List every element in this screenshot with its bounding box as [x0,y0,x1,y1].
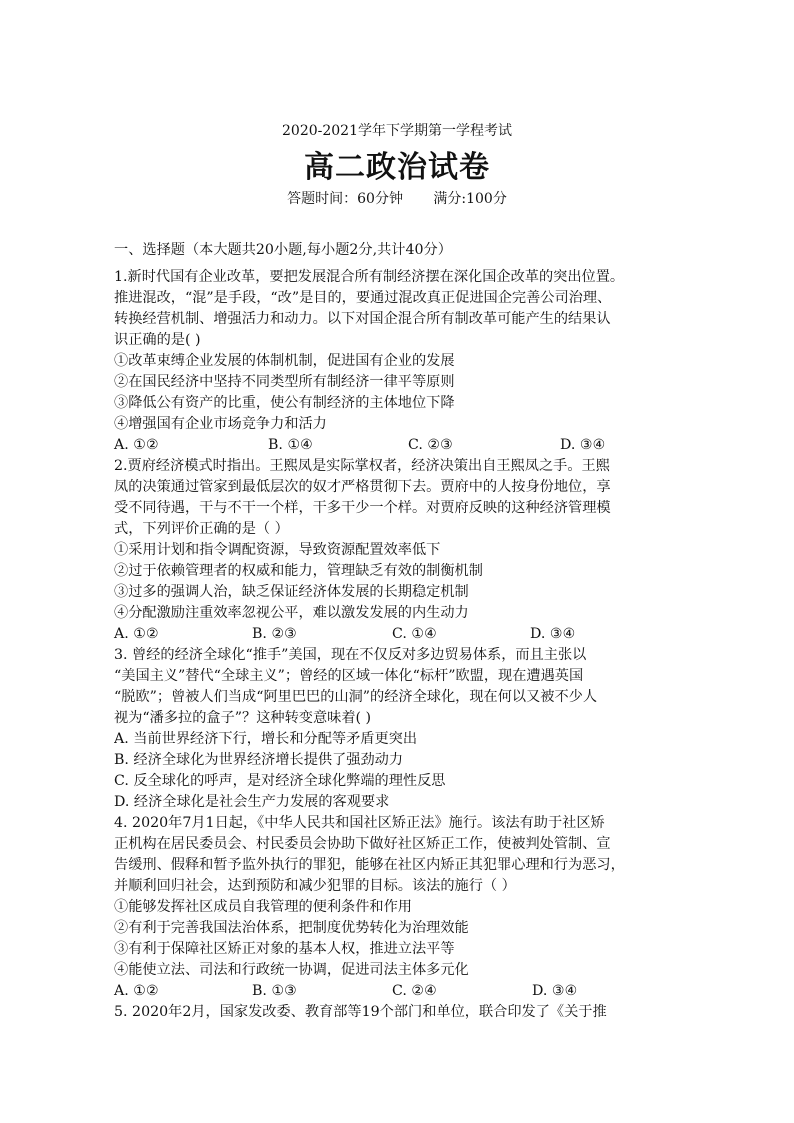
question-3-stem-2: “美国主义”替代“全球主义”；曾经的区域一体化“标杆”欧盟，现在遭遇英国 [114,668,584,684]
question-2-item-3: ③过多的强调人治，缺乏保证经济体发展的长期稳定机制 [114,584,469,600]
question-4-item-2: ②有利于完善我国法治体系，把制度优势转化为治理效能 [114,920,469,936]
question-5-stem-1: 5. 2020年2月，国家发改委、教育部等19个部门和单位，联合印发了《关于推 [114,1004,607,1020]
question-2-item-1: ①采用计划和指令调配资源，导致资源配置效率低下 [114,542,441,558]
exam-score: 满分:100分 [433,191,507,207]
question-4-stem-3: 告缓刑、假释和暂予监外执行的罪犯，能够在社区内矫正其犯罪心理和行为恶习， [114,857,625,873]
question-2-item-4: ④分配激励注重效率忽视公平，难以激发发展的内生动力 [114,605,469,621]
question-1-stem-1: 1.新时代国有企业改革，要把发展混合所有制经济摆在深化国企改革的突出位置。 [114,269,625,285]
option-d: D. ③④ [532,983,578,999]
option-d: D. ③④ [530,626,576,642]
option-d: D. ③④ [560,437,606,453]
option-c: C. ②④ [392,983,437,999]
section-heading: 一、选择题（本大题共20小题,每小题2分,共计40分） [114,242,452,258]
question-3-option-c: C. 反全球化的呼声，是对经济全球化弊端的理性反思 [114,773,446,789]
question-2-item-2: ②过于依赖管理者的权威和能力，管理缺乏有效的制衡机制 [114,563,483,579]
exam-session-label: 2020-2021学年下学期第一学程考试 [282,123,512,139]
question-3-stem-1: 3. 曾经的经济全球化“推手”美国，现在不仅反对多边贸易体系，而且主张以 [114,647,587,663]
question-3-option-b: B. 经济全球化为世界经济增长提供了强劲动力 [114,752,404,768]
question-2-stem-1: 2.贾府经济模式时指出。王熙凤是实际掌权者，经济决策出自王熙凤之手。王熙 [114,458,610,474]
question-1-item-3: ③降低公有资产的比重，使公有制经济的主体地位下降 [114,395,455,411]
option-b: B. ②③ [252,626,297,642]
question-3-option-a: A. 当前世界经济下行，增长和分配等矛盾更突出 [114,731,418,747]
exam-time: 答题时间：60分钟 [287,191,403,207]
page-title: 高二政治试卷 [304,150,490,185]
question-3-stem-3: “脱欧”；曾被人们当成“阿里巴巴的山洞”的经济全球化，现在何以又被不少人 [114,689,598,705]
question-4-stem-4: 并顺利回归社会，达到预防和减少犯罪的目标。该法的施行（ ） [114,878,516,894]
question-2-options [114,624,684,645]
question-4-stem-2: 正机构在居民委员会、村民委员会协助下做好社区矫正工作，使被判处管制、宣 [114,836,611,852]
question-1-item-1: ①改革束缚企业发展的体制机制，促进国有企业的发展 [114,353,455,369]
question-2-stem-4: 式，下列评价正确的是（ ） [114,521,289,537]
question-2-stem-3: 受不同待遇，干与不干一个样，干多干少一个样。对贾府反映的这种经济管理模 [114,500,611,516]
option-a: A. ①② [114,983,159,999]
question-3-stem-4: 视为“潘多拉的盒子”？这种转变意味着( ) [114,710,372,726]
exam-meta [0,188,794,208]
question-1-item-2: ②在国民经济中坚持不同类型所有制经济一律平等原则 [114,374,455,390]
question-4-item-4: ④能使立法、司法和行政统一协调，促进司法主体多元化 [114,962,469,978]
question-1-item-4: ④增强国有企业市场竞争力和活力 [114,416,327,432]
question-1-stem-3: 转换经营机制、增强活力和动力。以下对国企混合所有制改革可能产生的结果认 [114,311,611,327]
option-a: A. ①② [114,437,159,453]
option-b: B. ①③ [252,983,297,999]
option-b: B. ①④ [268,437,313,453]
question-1-options [114,435,684,456]
option-a: A. ①② [114,626,159,642]
question-4-options [114,981,684,1002]
question-2-stem-2: 凤的决策通过管家到最低层次的奴才严格贯彻下去。贾府中的人按身份地位，享 [114,479,611,495]
question-1-stem-4: 识正确的是( ) [114,332,201,348]
question-4-item-3: ③有利于保障社区矫正对象的基本人权，推进立法平等 [114,941,455,957]
question-4-stem-1: 4. 2020年7月1日起，《中华人民共和国社区矫正法》施行。该法有助于社区矫 [114,815,605,831]
question-1-stem-2: 推进混改，“混”是手段，“改”是目的，要通过混改真正促进国企完善公司治理、 [114,290,612,306]
question-3-option-d: D. 经济全球化是社会生产力发展的客观要求 [114,794,390,810]
question-4-item-1: ①能够发挥社区成员自我管理的便利条件和作用 [114,899,412,915]
option-c: C. ①④ [392,626,437,642]
option-c: C. ②③ [408,437,453,453]
